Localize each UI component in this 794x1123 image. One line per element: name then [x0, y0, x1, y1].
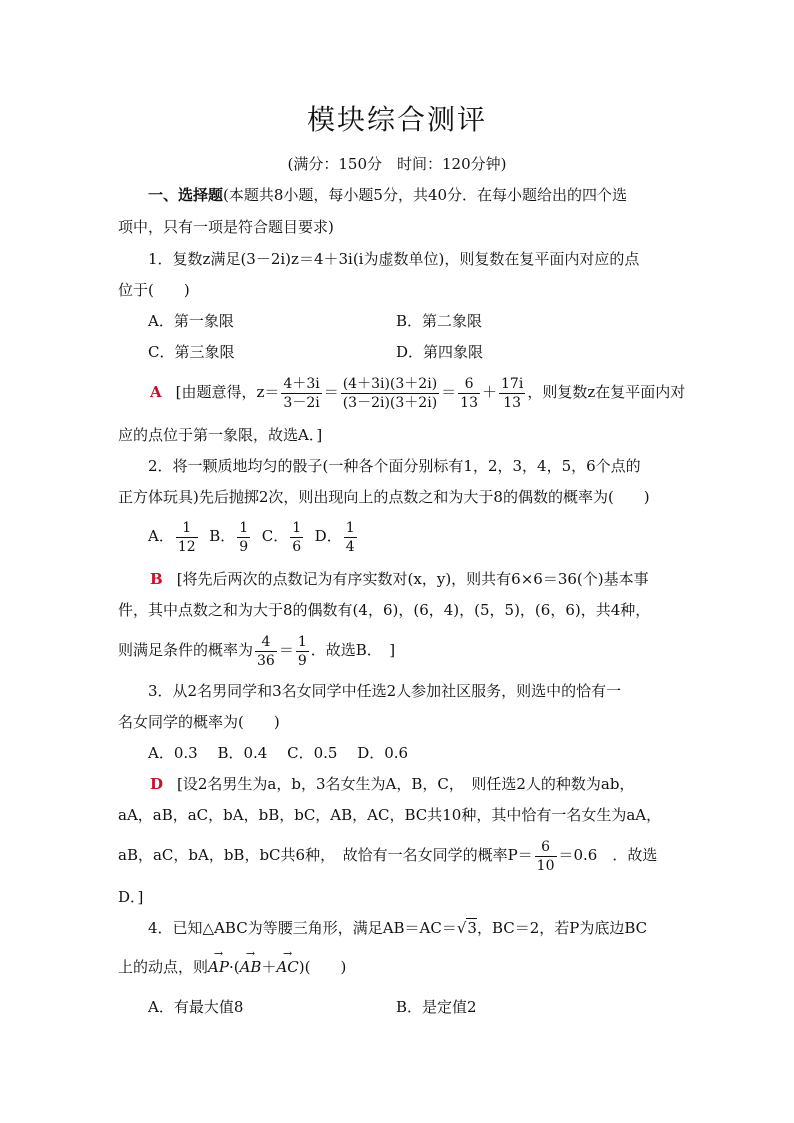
q2-sol-c-post: ．故选B． ]	[310, 641, 396, 659]
q2-stem-line1: 2．将一颗质地均匀的骰子(一种各个面分别标有1，2，3，4，5，6个点的	[148, 457, 641, 475]
q2-oc-den: 6	[292, 538, 302, 555]
q2-ob-num: 1	[239, 519, 249, 536]
q1-f2-den: (3－2i)(3＋2i)	[342, 394, 438, 411]
q2-sf2-den: 9	[297, 652, 307, 669]
q3-stem-line2: 名女同学的概率为( )	[118, 713, 280, 731]
q2-option-a-value	[176, 519, 198, 556]
q2-oc-num: 1	[292, 519, 302, 536]
q2-sol-eq: ＝	[278, 641, 294, 659]
q1-solution-line2: 应的点位于第一象限，故选A．]	[118, 426, 323, 444]
q1-eq-1: ＝	[323, 383, 339, 401]
q4-stem-a-post: ，BC＝2，若P为底边BC	[476, 919, 648, 937]
q3-solution-line1	[150, 773, 634, 795]
q2-sf2-num: 1	[297, 633, 307, 650]
q1-fraction-2	[341, 375, 439, 412]
q1-option-c: C．第三象限	[148, 343, 235, 361]
q2-option-d-value	[344, 519, 357, 556]
q1-stem-line2: 位于( )	[118, 281, 190, 299]
exam-info: (满分：150分 时间：120分钟)	[287, 155, 507, 173]
q4-stem-b-pre: 上的动点，则	[118, 958, 209, 976]
q4-option-a: A．有最大值8	[148, 998, 244, 1016]
q2-option-b-value	[237, 519, 250, 556]
q1-eq-2: ＝	[441, 383, 457, 401]
q3-sol-text: [设2名男生为a，b，3名女生为A，B，C， 则任选2人的种数为ab，	[177, 775, 635, 793]
q3-sf-den: 10	[536, 857, 555, 874]
sqrt-icon: √	[456, 919, 467, 937]
q2-solution-line2: 件，其中点数之和为大于8的偶数有(4，6)，(6，4)，(5，5)，(6，6)，共4种，	[118, 601, 651, 619]
q2-sol-c-pre: 则满足条件的概率为	[118, 641, 254, 659]
q4-vector-ab: → AB	[240, 956, 262, 978]
q2-od-den: 4	[345, 538, 355, 555]
q1-stem-line1: 1．复数z满足(3－2i)z＝4＋3i(i为虚数单位)，则复数在复平面内对应的点	[148, 250, 640, 268]
q1-solution-line1	[150, 373, 685, 412]
q4-dot: ·(	[228, 958, 240, 976]
q3-solution-line4: D．]	[118, 888, 144, 906]
q2-option-c-value	[290, 519, 303, 556]
q2-solution-line3	[118, 630, 395, 670]
q1-f4-num: 17i	[501, 375, 524, 392]
q1-f3-den: 13	[460, 394, 478, 411]
q3-sol-fraction	[535, 838, 557, 875]
q3-solution-line2: aA，aB，aC，bA，bB，bC，AB，AC，BC共10种，其中恰有一名女生为aA，	[118, 806, 662, 824]
q2-option-a-label: A．	[148, 527, 174, 545]
q2-sf1-num: 4	[255, 633, 277, 652]
q1-answer: A	[150, 383, 162, 401]
q4-vector-ap: → AP	[208, 956, 229, 978]
q2-sol-fraction-2	[296, 633, 309, 670]
q3-sol-c-post: ＝0.6 ．故选	[558, 846, 658, 864]
q3-options: A．0.3 B．0.4 C．0.5 D．0.6	[148, 744, 409, 762]
q1-option-d: D．第四象限	[396, 343, 484, 361]
q1-f1-num: 4＋3i	[283, 375, 320, 392]
q1-sol-text-end: ，则复数z在复平面内对	[527, 383, 686, 401]
q4-option-b: B．是定值2	[396, 998, 477, 1016]
q2-oa-num: 1	[176, 519, 198, 538]
q2-sf1-den: 36	[257, 652, 275, 669]
q1-plus: ＋	[482, 383, 498, 401]
section-heading: 一、选择题	[148, 186, 224, 204]
q3-stem-line1: 3．从2名男同学和3名女同学中任选2人参加社区服务，则选中的恰有一	[148, 682, 622, 700]
q4-sqrt-value: 3	[467, 919, 477, 937]
q4-stem-a-pre: 4．已知△ABC为等腰三角形，满足AB＝AC＝	[148, 919, 457, 937]
q3-solution-line3	[118, 835, 657, 875]
q3-answer: D	[150, 775, 164, 793]
q4-stem-line1	[148, 917, 647, 939]
q3-sol-c-pre: aB，aC，bA，bB，bC共6种， 故恰有一名女同学的概率P＝	[118, 846, 533, 864]
q2-option-d-label: D．	[314, 527, 342, 545]
q1-fraction-4	[499, 375, 525, 412]
q1-f3-num: 6	[458, 375, 480, 394]
q4-stem-line2	[118, 956, 346, 978]
q2-options	[148, 516, 359, 556]
q2-option-c-label: C．	[261, 527, 289, 545]
q1-option-a: A．第一象限	[148, 312, 234, 330]
q4-vector-ac: → AC	[276, 956, 298, 978]
q1-f1-den: 3－2i	[283, 394, 320, 411]
section-intro-line2: 项中，只有一项是符合题目要求)	[118, 218, 334, 236]
page-title: 模块综合测评	[306, 103, 487, 136]
q1-f2-num: (4＋3i)(3＋2i)	[342, 375, 438, 392]
section-intro-text: (本题共8小题，每小题5分，共40分．在每小题给出的四个选	[223, 186, 628, 204]
q1-option-b: B．第二象限	[396, 312, 483, 330]
q2-sol-fraction-1	[255, 633, 277, 670]
q2-solution-line1	[150, 568, 649, 590]
q2-answer: B	[150, 570, 163, 588]
q4-stem-b-post: )( )	[298, 958, 347, 976]
q1-f4-den: 13	[503, 394, 522, 411]
q2-sol-text: [将先后两次的点数记为有序实数对(x，y)，则共有6×6＝36(个)基本事	[176, 570, 649, 588]
q1-sol-text: [由题意得，z＝	[175, 383, 280, 401]
q4-plus: ＋	[261, 958, 277, 976]
q2-oa-den: 12	[177, 538, 196, 555]
q2-option-b-label: B．	[209, 527, 236, 545]
section-intro-line1	[148, 184, 627, 206]
q1-fraction-3	[458, 375, 480, 412]
q2-stem-line2: 正方体玩具)先后抛掷2次，则出现向上的点数之和为大于8的偶数的概率为( )	[118, 488, 650, 506]
q3-sf-num: 6	[535, 838, 557, 857]
q2-ob-den: 9	[239, 538, 249, 555]
q1-fraction-1	[281, 375, 321, 412]
q2-od-num: 1	[345, 519, 355, 536]
